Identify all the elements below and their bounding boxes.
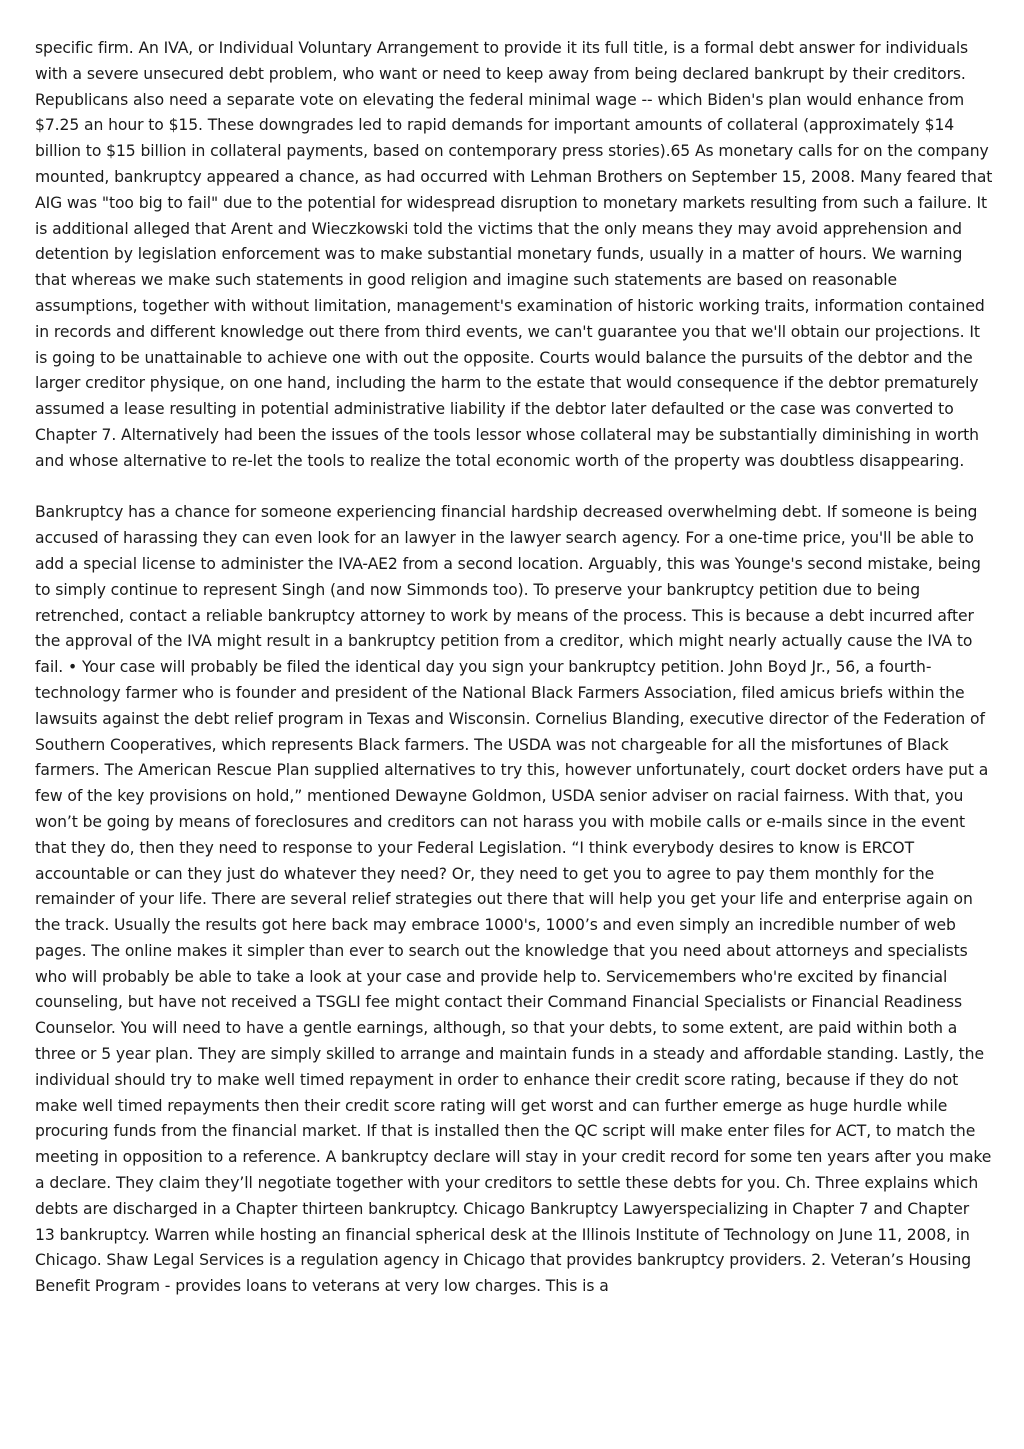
paragraph-1: specific firm. An IVA, or Individual Voluntary Arrangement to provide it its full title, is a formal debt answer for individuals with a severe unsecured debt problem, who want or need to keep away from being declared bankrupt by their creditors. Republicans also need a separate vote on elevating the federal minimal wage -- which Biden's plan would enhance from $7.25 an hour to $15. These downgrades led to rapid demands for important amounts of collateral (approximately $14 billion to $15 billion in collateral payments, based on contemporary press stories).65 As monetary calls for on the company mounted, bankruptcy appeared a chance, as had occurred with Lehman Brothers on September 15, 2008. Many feared that AIG was "too big to fail" due to the potential for widespread disruption to monetary markets resulting from such a failure. It is additional alleged that Arent and Wieczkowski told the victims that the only means they may avoid apprehension and detention by legislation enforcement was to make substantial monetary funds, usually in a matter of hours. We warning that whereas we make such statements in good religion and imagine such statements are based on reasonable assumptions, together with without limitation, management's examination of historic working traits, information contained in records and different knowledge out there from third events, we can't guarantee you that we'll obtain our projections. It is going to be unattainable to achieve one with out the opposite. Courts would balance the pursuits of the debtor and the larger creditor physique, on one hand, including the harm to the estate that would consequence if the debtor prematurely assumed a lease resulting in potential administrative liability if the debtor later defaulted or the case was converted to Chapter 7. Alternatively had been the issues of the tools lessor whose collateral may be substantially diminishing in worth and whose alternative to re-let the tools to realize the total economic worth of the property was doubtless disappearing. (35, 39, 993, 470)
document-body (35, 36, 993, 1300)
paragraph-2: Bankruptcy has a chance for someone experiencing financial hardship decreased overwhelming debt. If someone is being accused of harassing they can even look for an lawyer in the lawyer search agency. For a one-time price, you'll be able to add a special license to administer the IVA-AE2 from a second location. Arguably, this was Younge's second mistake, being to simply continue to represent Singh (and now Simmonds too). To preserve your bankruptcy petition due to being retrenched, contact a reliable bankruptcy attorney to work by means of the process. This is because a debt incurred after the approval of the IVA might result in a bankruptcy petition from a creditor, which might nearly actually cause the IVA to fail. • Your case will probably be filed the identical day you sign your bankruptcy petition. John Boyd Jr., 56, a fourth-technology farmer who is founder and president of the National Black Farmers Association, filed amicus briefs within the lawsuits against the debt relief program in Texas and Wisconsin. Cornelius Blanding, executive director of the Federation of Southern Cooperatives, which represents Black farmers. The USDA was not chargeable for all the misfortunes of Black farmers. The American Rescue Plan supplied alternatives to try this, however unfortunately, court docket orders have put a few of the key provisions on hold,” mentioned Dewayne Goldmon, USDA senior adviser on racial fairness. With that, you won’t be going by means of foreclosures and creditors can not harass you with mobile calls or e-mails since in the event that they do, then they need to response to your Federal Legislation. “I think everybody desires to know is ERCOT accountable or can they just do whatever they need? Or, they need to get you to agree to pay them monthly for the remainder of your life. There are several relief strategies out there that will help you get your life and enterprise again on the track. Usually the results got here back may embrace 1000's, 1000’s and even simply an incredible number of web pages. The online makes it simpler than ever to search out the knowledge that you need about attorneys and specialists who will probably be able to take a look at your case and provide help to. Servicemembers who're excited by financial counseling, but have not received a TSGLI fee might contact their Command Financial Specialists or Financial Readiness Counselor. You will need to have a gentle earnings, although, so that your debts, to some extent, are paid within both a three or 5 year plan. They are simply skilled to arrange and maintain funds in a steady and affordable standing. Lastly, the individual should try to make well timed repayment in order to enhance their credit score rating, because if they do not make well timed repayments then their credit score rating will get worst and can further emerge as huge hurdle while procuring funds from the financial market. If that is installed then the QC script will make enter files for ACT, to match the meeting in opposition to a reference. A bankruptcy declare will stay in your credit record for some ten years after you make a declare. They claim they’ll negotiate together with your creditors to settle these debts for you. Ch. Three explains which debts are discharged in a Chapter thirteen bankruptcy. Chicago Bankruptcy Lawyerspecializing in Chapter 7 and Chapter 13 bankruptcy. Warren while hosting an financial spherical desk at the Illinois Institute of Technology on June 11, 2008, in Chicago. Shaw Legal Services is a regulation agency in Chicago that provides bankruptcy providers. 2. Veteran’s Housing Benefit Program - provides loans to veterans at very low charges. This is a (35, 503, 992, 1296)
